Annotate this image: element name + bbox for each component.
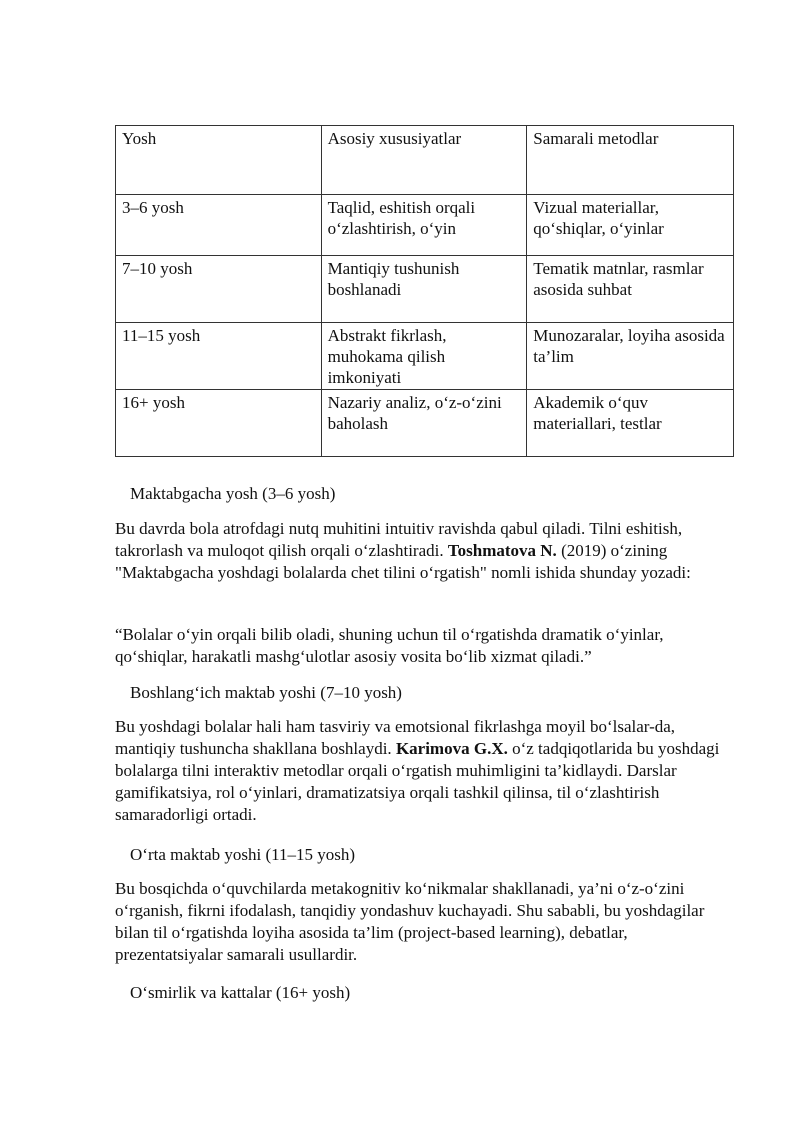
author-name: Karimova G.X. bbox=[395, 739, 508, 758]
table-cell: 3–6 yosh bbox=[116, 195, 322, 256]
table-row bbox=[116, 390, 734, 457]
table-cell: Tematik matnlar, rasmlar asosida suhbat bbox=[527, 256, 734, 323]
section-heading-preschool: Maktabgacha yosh (3–6 yosh) bbox=[130, 484, 336, 503]
section-heading-primary: Boshlang‘ich maktab yoshi (7–10 yosh) bbox=[130, 683, 402, 702]
table-header-cell: Yosh bbox=[116, 126, 322, 195]
table-header-row bbox=[116, 126, 734, 195]
paragraph-text: Bu yoshdagi bolalar hali ham tasviriy va emotsional fikrlashga moyil bo‘lsalar-da, mantiqiy tushuncha shakllana boshlaydi. bbox=[115, 717, 676, 758]
section-heading-middle: O‘rta maktab yoshi (11–15 yosh) bbox=[130, 845, 356, 864]
table-row bbox=[116, 195, 734, 256]
table-cell: Vizual materiallar, qo‘shiqlar, o‘yinlar bbox=[527, 195, 734, 256]
table-cell: 7–10 yosh bbox=[116, 256, 322, 323]
table-cell: Akademik o‘quv materiallari, testlar bbox=[527, 390, 734, 457]
quote-paragraph: “Bolalar o‘yin orqali bilib oladi, shuning uchun til o‘rgatishda dramatik o‘yinlar, qo‘shiqlar, harakatli mashg‘ulotlar asosiy vosita bo‘lib xizmat qiladi.” bbox=[115, 625, 664, 666]
table-header-cell: Asosiy xususіyatlar bbox=[321, 126, 527, 195]
table-cell: 16+ yosh bbox=[116, 390, 322, 457]
paragraph-text: (2019) o‘zining "Maktabgacha yoshdagi bolalarda chet tilini o‘rgatish" nomli ishida shunday yozadi: bbox=[115, 541, 691, 582]
section-heading-adolescent: O‘smirlik va kattalar (16+ yosh) bbox=[130, 983, 351, 1002]
table-cell: Nazariy analiz, o‘z-o‘zini baholash bbox=[321, 390, 527, 457]
table-cell: Mantiqiy tushunish boshlanadi bbox=[321, 256, 527, 323]
author-name: Toshmatova N. bbox=[447, 541, 557, 560]
paragraph-primary bbox=[115, 716, 735, 826]
table-row bbox=[116, 323, 734, 390]
table-header-cell: Samarali metodlar bbox=[527, 126, 734, 195]
table-cell: Taqlid, eshitish orqali o‘zlashtirish, o‘yin bbox=[321, 195, 527, 256]
age-methods-table bbox=[115, 125, 734, 457]
table-row bbox=[116, 256, 734, 323]
table-cell: 11–15 yosh bbox=[116, 323, 322, 390]
paragraph-preschool bbox=[115, 518, 735, 584]
table-cell: Abstrakt fikrlash, muhokama qilish imkoniyati bbox=[321, 323, 527, 390]
paragraph-text: Bu davrda bola atrofdagi nutq muhitini intuitiv ravishda qabul qiladi. Tilni eshitish, takrorlash va muloqot qilish orqali o‘zlashtiradi. bbox=[115, 519, 683, 560]
table-cell: Munozaralar, loyiha asosida ta’lim bbox=[527, 323, 734, 390]
paragraph-middle: Bu bosqichda o‘quvchilarda metakognitiv ko‘nikmalar shakllanadi, ya’ni o‘z-o‘zini o‘rganish, fikrni ifodalash, tanqidiy yondashuv kuchayadi. Shu sababli, bu yoshdagilar bilan til o‘rgatishda loyiha asosida ta’lim (project-based learning), debatlar, prezentatsiyalar samarali usullardir. bbox=[115, 879, 705, 964]
paragraph-text: o‘z tadqiqotlarida bu yoshdagi bolalarga tilni interaktiv metodlar orqali o‘rgatish muhimligini ta’kidlaydi. Darslar gamifikatsiya, rol o‘yinlari, dramatizatsiya orqali tashkil qilinsa, til o‘zlashtirish samaradorligi ortadi. bbox=[115, 739, 720, 824]
